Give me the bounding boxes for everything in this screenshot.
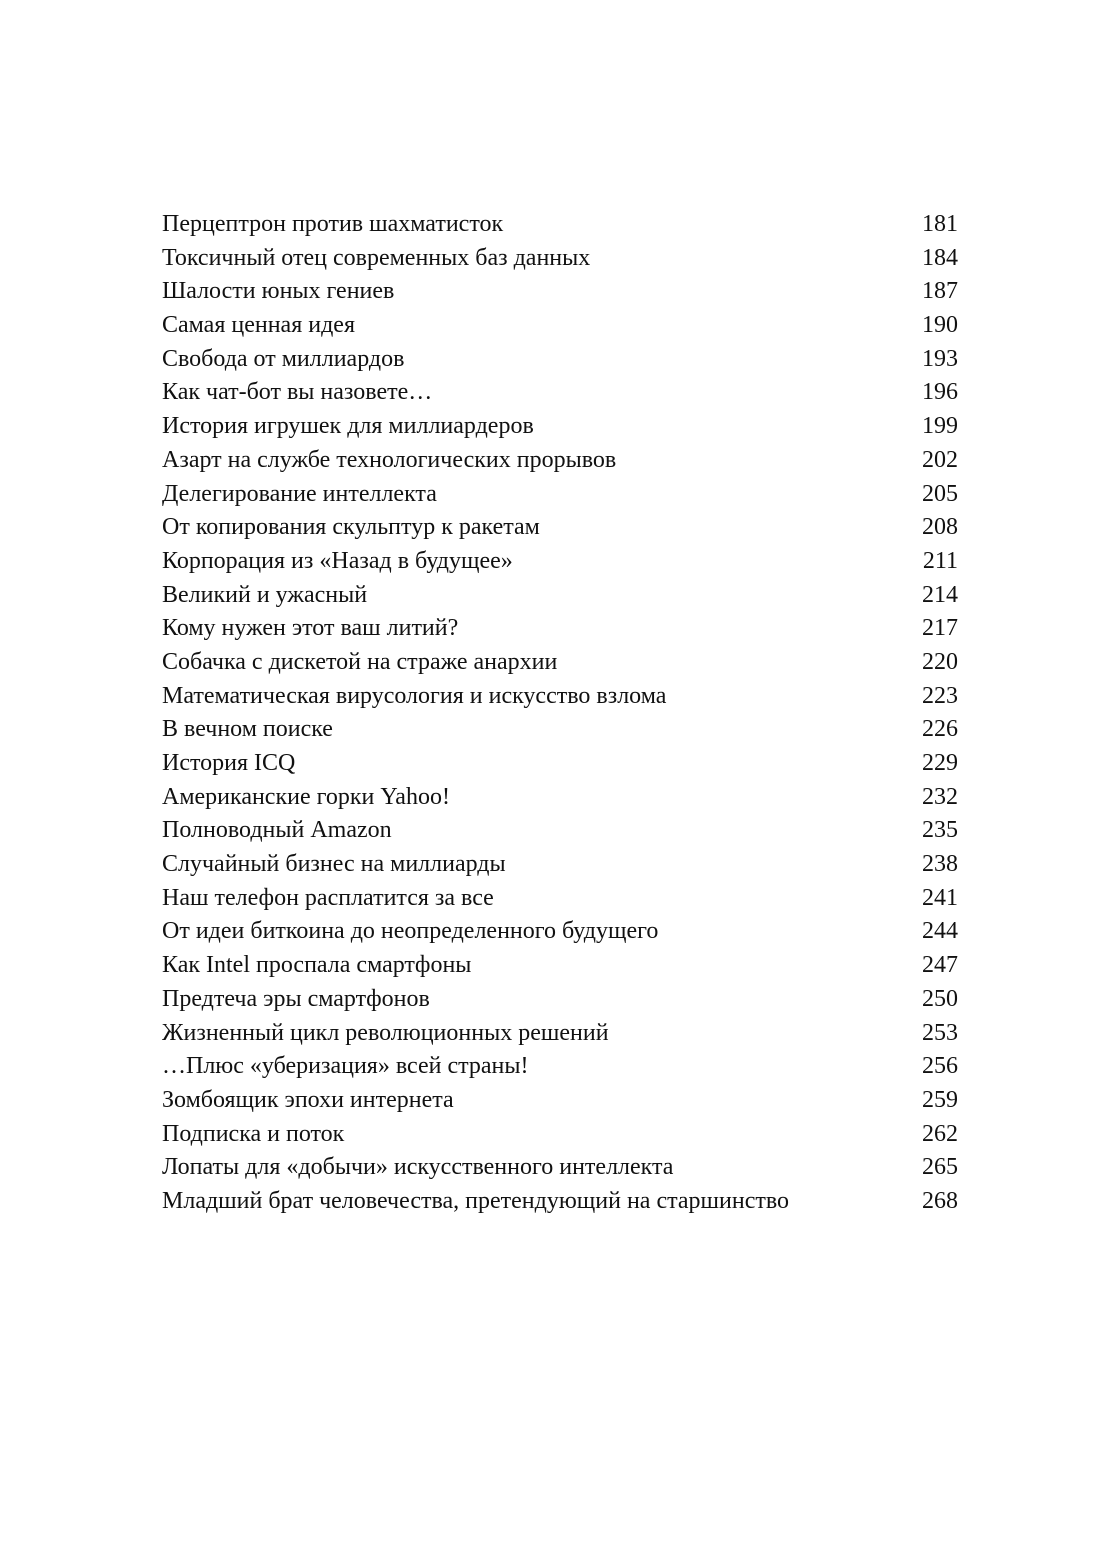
toc-entry [162, 814, 958, 848]
toc-entry-title: Свобода от миллиардов [162, 345, 405, 372]
toc-entry-page: 184 [922, 244, 958, 271]
toc-entry-title: Собачка с дискетой на страже анархии [162, 648, 558, 675]
toc-entry-page: 238 [922, 851, 958, 878]
toc-entry-title: В вечном поиске [162, 716, 333, 743]
toc-entry-title: Зомбоящик эпохи интернета [162, 1086, 454, 1113]
toc-entry-page: 223 [922, 682, 958, 709]
toc-entry-title: Случайный бизнес на миллиарды [162, 851, 506, 878]
toc-entry-page: 268 [922, 1187, 958, 1214]
toc-entry-page: 205 [922, 480, 958, 507]
toc-entry-page: 235 [922, 817, 958, 844]
toc-entry-page: 187 [922, 278, 958, 305]
toc-entry [162, 208, 958, 242]
toc-entry [162, 781, 958, 815]
toc-entry-title: …Плюс «уберизация» всей страны! [162, 1053, 529, 1080]
toc-entry [162, 309, 958, 343]
toc-entry [162, 444, 958, 478]
toc-entry-title: Полноводный Amazon [162, 817, 392, 844]
toc-entry-page: 256 [922, 1053, 958, 1080]
toc-entry-title: Математическая вирусология и искусство взлома [162, 682, 667, 709]
toc-entry-page: 241 [922, 884, 958, 911]
toc-entry-page: 193 [922, 345, 958, 372]
toc-entry-page: 250 [922, 985, 958, 1012]
toc-entry-title: Жизненный цикл революционных решений [162, 1019, 609, 1046]
toc-entry [162, 1050, 958, 1084]
toc-entry-title: Кому нужен этот ваш литий? [162, 615, 459, 642]
toc-entry [162, 275, 958, 309]
toc-entry [162, 478, 958, 512]
toc-entry-title: Подписка и поток [162, 1120, 345, 1147]
toc-entry-title: Делегирование интеллекта [162, 480, 437, 507]
toc-entry [162, 646, 958, 680]
toc-entry-page: 190 [922, 312, 958, 339]
toc-entry-title: Американские горки Yahoo! [162, 783, 450, 810]
toc-entry [162, 882, 958, 916]
toc-entry-title: Как Intel проспала смартфоны [162, 952, 472, 979]
toc-entry-title: Токсичный отец современных баз данных [162, 244, 591, 271]
toc-entry-title: Младший брат человечества, претендующий на старшинство [162, 1187, 789, 1214]
toc-entry-page: 229 [922, 750, 958, 776]
toc-entry-page: 253 [922, 1019, 958, 1046]
toc-entry [162, 612, 958, 646]
table-of-contents [162, 208, 958, 1219]
toc-entry [162, 511, 958, 545]
toc-entry [162, 949, 958, 983]
toc-entry-page: 181 [922, 211, 958, 237]
toc-entry-title: Перцептрон против шахматисток [162, 211, 504, 237]
toc-entry-title: История ICQ [162, 750, 296, 776]
toc-entry [162, 1185, 958, 1219]
toc-entry [162, 376, 958, 410]
toc-entry-page: 208 [922, 514, 958, 541]
toc-entry [162, 983, 958, 1017]
toc-entry-page: 259 [922, 1086, 958, 1113]
toc-entry-title: Самая ценная идея [162, 312, 355, 339]
toc-entry-page: 217 [922, 615, 958, 642]
toc-entry-page: 220 [922, 648, 958, 675]
toc-entry-title: История игрушек для миллиардеров [162, 413, 534, 440]
toc-entry-title: Лопаты для «добычи» искусственного интеллекта [162, 1154, 674, 1181]
toc-entry-page: 262 [922, 1120, 958, 1147]
toc-entry [162, 915, 958, 949]
toc-entry-page: 244 [922, 918, 958, 945]
toc-entry-page: 196 [922, 379, 958, 406]
toc-entry [162, 1084, 958, 1118]
toc-entry-page: 226 [922, 716, 958, 743]
toc-entry [162, 343, 958, 377]
toc-entry-page: 232 [922, 783, 958, 810]
toc-entry [162, 680, 958, 714]
toc-entry [162, 713, 958, 747]
toc-entry-page: 265 [922, 1154, 958, 1181]
toc-entry-page: 247 [922, 952, 958, 979]
toc-entry-page: 214 [922, 581, 958, 608]
toc-entry-title: Предтеча эры смартфонов [162, 985, 430, 1012]
toc-entry [162, 579, 958, 613]
toc-entry-title: Азарт на службе технологических прорывов [162, 446, 617, 473]
toc-entry-title: Корпорация из «Назад в будущее» [162, 547, 513, 574]
toc-entry [162, 1151, 958, 1185]
toc-entry [162, 848, 958, 882]
toc-entry [162, 242, 958, 276]
toc-entry [162, 747, 958, 781]
toc-entry-title: От идеи биткоина до неопределенного будущего [162, 918, 659, 945]
toc-entry-title: Как чат-бот вы назовете… [162, 379, 433, 406]
toc-entry [162, 545, 958, 579]
toc-entry-page: 202 [922, 446, 958, 473]
toc-entry [162, 1118, 958, 1152]
toc-entry-title: Наш телефон расплатится за все [162, 884, 494, 911]
toc-entry-title: От копирования скульптур к ракетам [162, 514, 540, 541]
toc-entry-page: 199 [922, 413, 958, 440]
toc-entry-title: Великий и ужасный [162, 581, 368, 608]
toc-entry-title: Шалости юных гениев [162, 278, 395, 305]
toc-entry [162, 1017, 958, 1051]
toc-entry-page: 211 [922, 547, 958, 574]
toc-entry [162, 410, 958, 444]
